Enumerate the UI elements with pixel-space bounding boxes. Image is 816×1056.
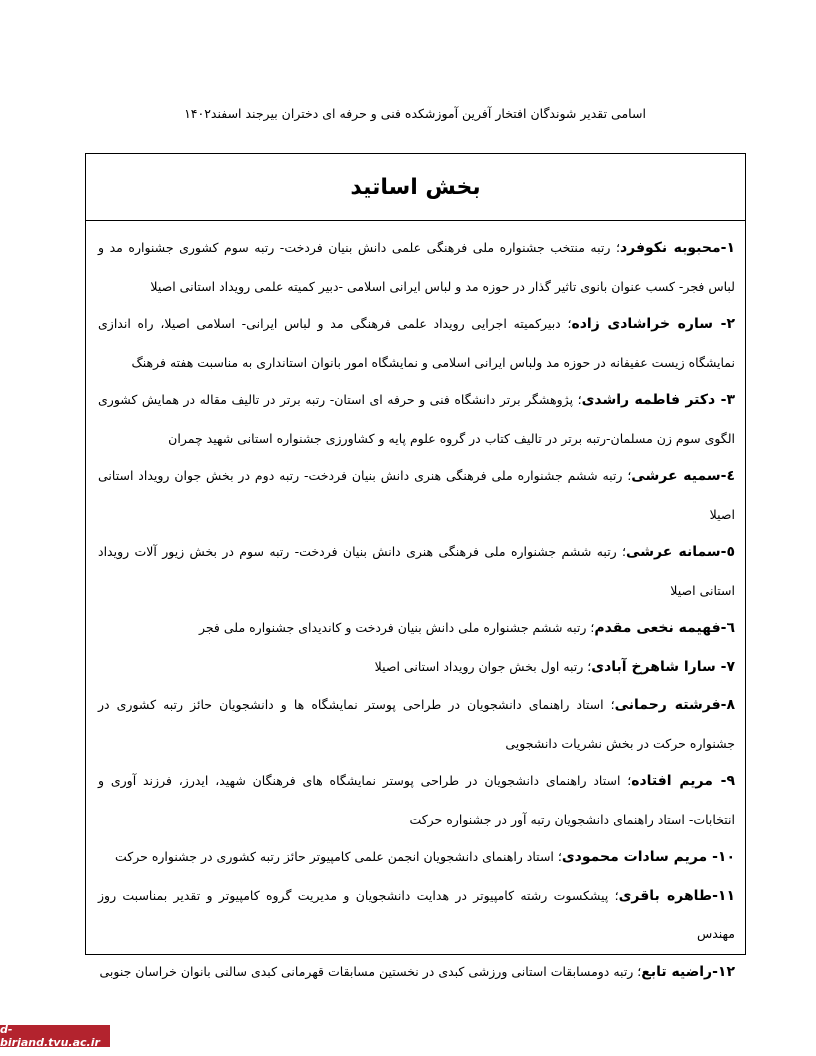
- entry-11: [98, 877, 735, 953]
- entry-name: ٤-سمیه عرشی: [631, 468, 735, 484]
- entry-3: [98, 381, 735, 457]
- entry-name: ١١-طاهره باقری: [618, 887, 736, 904]
- entry-text: ؛ رتبه اول بخش جوان رویداد استانی اصیلا: [374, 658, 592, 674]
- entry-name: ۲- ساره خراشادی زاده: [571, 316, 735, 332]
- section-title: بخش اساتید: [86, 154, 745, 221]
- entry-name: ٩- مریم افتاده: [631, 773, 736, 789]
- entry-name: ١٢-راضیه تابع: [641, 963, 735, 980]
- content-frame: [85, 153, 746, 980]
- entry-5: [98, 533, 735, 609]
- entries-list: [86, 221, 745, 991]
- entry-text: ؛ رتبه ششم جشنواره ملی فرهنگی هنری دانش بنیان فردخت- رتبه دوم در بخش جوان رویداد استانی اصیلا: [98, 468, 735, 522]
- entry-text: ؛ رتبه منتخب جشنواره ملی فرهنگی علمی دانش بنیان فردخت- رتبه سوم کشوری جشنواره مد و لباس فجر- کسب عنوان بانوی تاثیر گذار در حوزه مد و لباس ایرانی اسلامی -دبیر کمیته علمی رویداد استانی اصیلا: [98, 240, 735, 294]
- entry-name: ۳- دکتر فاطمه راشدی: [581, 392, 735, 408]
- entry-name: ۱-محبوبه نکوفرد: [619, 240, 735, 256]
- entry-10: [98, 838, 735, 877]
- entry-8: [98, 686, 735, 762]
- entry-text: ؛ رتبه ششم جشنواره ملی دانش بنیان فردخت و کاندیدای جشنواره ملی فجر: [198, 620, 595, 635]
- entry-name: ٧- سارا شاهرخ آبادی: [591, 658, 735, 675]
- site-badge-link[interactable]: d-birjand.tvu.ac.ir: [0, 1025, 110, 1047]
- entry-name: ٦-فهیمه نخعی مقدم: [594, 620, 735, 636]
- entry-12: [98, 953, 735, 992]
- entry-text: ؛ پیشکسوت رشته کامپیوتر در هدایت دانشجویان و مدیریت گروه کامپیوتر و تقدیر بمناسبت روز مهندس: [98, 887, 735, 941]
- entry-name: ١٠- مریم سادات محمودی: [561, 849, 735, 865]
- entry-text: ؛ استاد راهنمای دانشجویان در طراحی پوستر نمایشگاه های فرهنگان شهید، ایدرز، فرزند آوری و انتخابات- استاد راهنمای دانشجویان رتبه آور در جشنواره حرکت: [98, 773, 735, 827]
- entry-name: ٥-سمانه عرشی: [626, 544, 736, 560]
- entry-text: ؛ رتبه ششم جشنواره ملی فرهنگی هنری دانش بنیان فردخت- رتبه سوم در بخش زیور آلات رویداد استانی اصیلا: [98, 544, 735, 598]
- entry-text: ؛ استاد راهنمای دانشجویان در طراحی پوستر نمایشگاه ها و دانشجویان حائز رتبه کشوری در جشنواره حرکت در بخش نشریات دانشجویی: [98, 697, 735, 751]
- entry-7: [98, 648, 735, 687]
- entry-text: ؛ دبیرکمیته اجرایی رویداد علمی فرهنگی مد و لباس ایرانی- اسلامی اصیلا، راه اندازی نمایشگاه زیست عفیفانه در حوزه مد ولباس ایرانی اسلامی و نمایشگاه امور بانوان استانداری به مناسبت هفته فرهنگ: [98, 316, 735, 370]
- entry-text: ؛ پژوهشگر برتر دانشگاه فنی و حرفه ای استان- رتبه برتر در تالیف مقاله در همایش کشوری الگوی سوم زن مسلمان-رتبه برتر در تالیف کتاب در گروه علوم پایه و کشاورزی جشنواره استانی شهید چمران: [98, 392, 735, 446]
- entry-6: [98, 609, 735, 648]
- entry-text: ؛ استاد راهنمای دانشجویان انجمن علمی کامپیوتر حائز رتبه کشوری در جشنواره حرکت: [115, 849, 562, 864]
- entry-4: [98, 457, 735, 533]
- entry-9: [98, 762, 735, 838]
- entry-2: [98, 305, 735, 381]
- entry-1: [98, 229, 735, 305]
- document-header: اسامی تقدیر شوندگان افتخار آفرین آموزشکده فنی و حرفه ای دختران بیرجند اسفند۱۴۰۲: [184, 106, 646, 121]
- entry-name: ٨-فرشته رحمانی: [614, 697, 735, 713]
- entry-text: ؛ رتبه دومسابقات استانی ورزشی کبدی در نخستین مسابقات قهرمانی کبدی سالنی بانوان خراسان جنوبی: [99, 963, 642, 979]
